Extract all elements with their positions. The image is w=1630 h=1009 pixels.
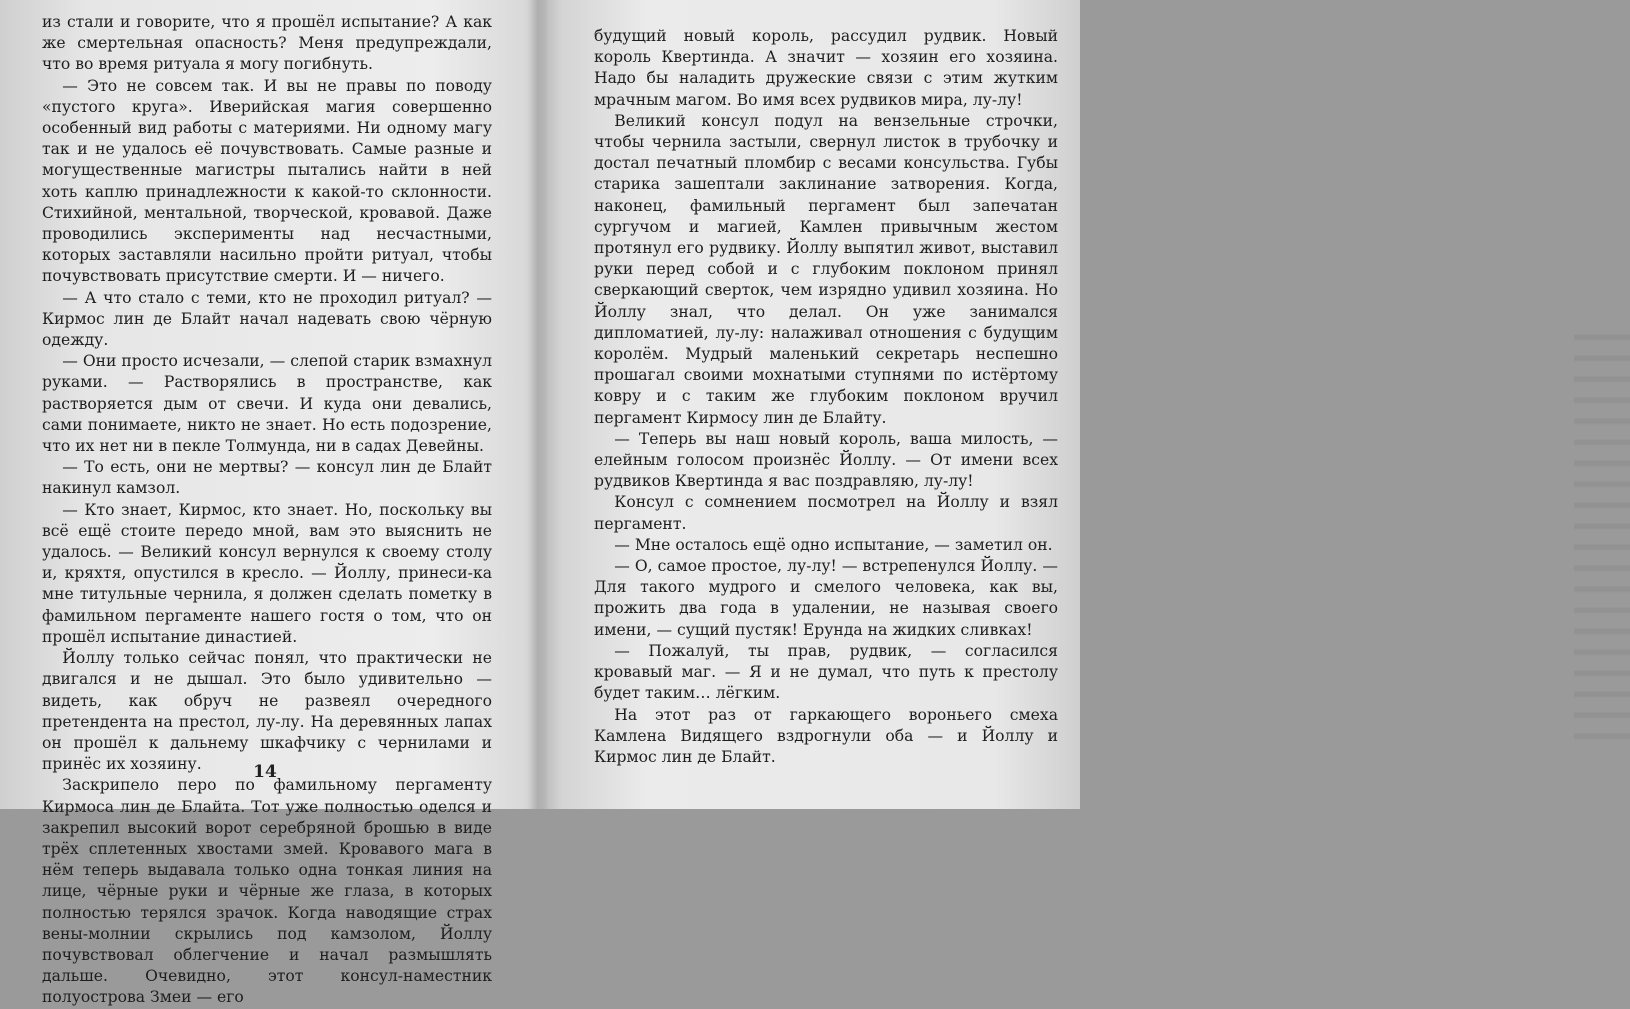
page-number: 14 [253,762,277,782]
paragraph: — Пожалуй, ты прав, рудвик, — согласился кровавый маг. — Я и не думал, что путь к престолу будет таким… лёгким. [594,641,1058,703]
paragraph: Великий консул подул на вензельные строчки, чтобы чернила застыли, свернул листок в трубочку и достал печатный пломбир с весами консульства. Губы старика зашептали заклинание затворения. Когда, наконец, фамильный пергамент был запечатан сургучом и магией, Камлен привычным жестом протянул его рудвику. Йоллу выпятил живот, выставил руки перед собой и с глубоким поклоном принял сверкающий сверток, чем изрядно удивил хозяина. Но Йоллу знал, что делал. Он уже занимался дипломатией, лу-лу: налаживал отношения с будущим королём. Мудрый маленький секретарь неспешно прошагал своими мохнатыми ступнями по истёртому ковру и с таким же глубоким поклоном вручил пергамент Кирмосу лин де Блайту. [594,111,1058,427]
paragraph: — Это не совсем так. И вы не правы по поводу «пустого круга». Иверийская магия совершенно особенный вид работы с материями. Ни одному магу так и не удалось её почувствовать. Самые разные и могущественные магистры пытались найти в ней хоть каплю принадлежности к какой-то склонности. Стихийной, ментальной, творческой, кровавой. Даже проводились эксперименты над несчастными, которых заставляли насильно пройти ритуал, чтобы почувствовать присутствие смерти. И — ничего. [42,76,492,286]
paragraph: — Мне осталось ещё одно испытание, — заметил он. [614,535,1053,554]
paragraph: Консул с сомнением посмотрел на Йоллу и взял пергамент. [594,493,1058,533]
paragraph: — То есть, они не мертвы? — консул лин де Блайт накинул камзол. [42,458,492,498]
paragraph: — Теперь вы наш новый король, ваша милость, — елейным голосом произнёс Йоллу. — От имени всех рудвиков Квертинда я вас поздравляю, лу-лу! [594,429,1058,491]
paragraph: из стали и говорите, что я прошёл испытание? А как же смертельная опасность? Меня предупреждали, что во время ритуала я могу погибнуть. [42,13,492,74]
paragraph: будущий новый король, рассудил рудвик. Новый король Квертинда. А значит — хозяин его хозяина. Надо бы наладить дружеские связи с этим жутким мрачным магом. Во имя всех рудвиков мира, лу-лу! [594,27,1058,109]
paragraph: Йоллу только сейчас понял, что практически не двигался и не дышал. Это было удивительно — видеть, как обруч не развеял очередного претендента на престол, лу-лу. На деревянных лапах он прошёл к дальнему шкафчику с чернилами и принёс их хозяину. [42,649,492,774]
paragraph: — О, самое простое, лу-лу! — встрепенулся Йоллу. — Для такого мудрого и смелого человека, как вы, прожить два года в удалении, не называя своего имени, — сущий пустяк! Ерунда на жидких сливках! [594,557,1058,639]
book-gutter [528,0,548,809]
show-through-texture [1574,320,1630,750]
left-page [0,0,530,1007]
left-page-text [42,12,492,1009]
paragraph: Заскрипело перо по фамильному пергаменту Кирмоса лин де Блайта. Тот уже полностью оделся и закрепил высокий ворот серебряной брошью в виде трёх сплетенных хвостами змей. Кровавого мага в нём теперь выдавала только одна тонкая линия на лице, чёрные руки и чёрные же глаза, в которых полностью терялся зрачок. Когда наводящие страх вены-молнии скрылись под камзолом, Йоллу почувствовал облегчение и начал размышлять дальше. Очевидно, этот консул-наместник полуострова Змеи — его [42,776,492,1007]
paragraph: — А что стало с теми, кто не проходил ритуал? — Кирмос лин де Блайт начал надевать свою чёрную одежду. [42,288,492,350]
right-page-text [594,26,1058,768]
paragraph: — Кто знает, Кирмос, кто знает. Но, поскольку вы всё ещё стоите передо мной, вам это выяснить не удалось. — Великий консул вернулся к своему столу и, кряхтя, опустился в кресло. — Йоллу, принеси-ка мне титульные чернила, я должен сделать пометку в фамильном пергаменте нашего гостя о том, что он прошёл испытание династией. [42,500,492,646]
paragraph: — Они просто исчезали, — слепой старик взмахнул руками. — Растворялись в пространстве, как растворяется дым от свечи. И куда они девались, сами понимаете, никто не знает. Но есть подозрение, что их нет ни в пекле Толмунда, ни в садах Девейны. [42,352,492,456]
right-page [550,0,1080,809]
paragraph: На этот раз от гаркающего вороньего смеха Камлена Видящего вздрогнули оба — и Йоллу и Кирмос лин де Блайт. [594,705,1058,766]
